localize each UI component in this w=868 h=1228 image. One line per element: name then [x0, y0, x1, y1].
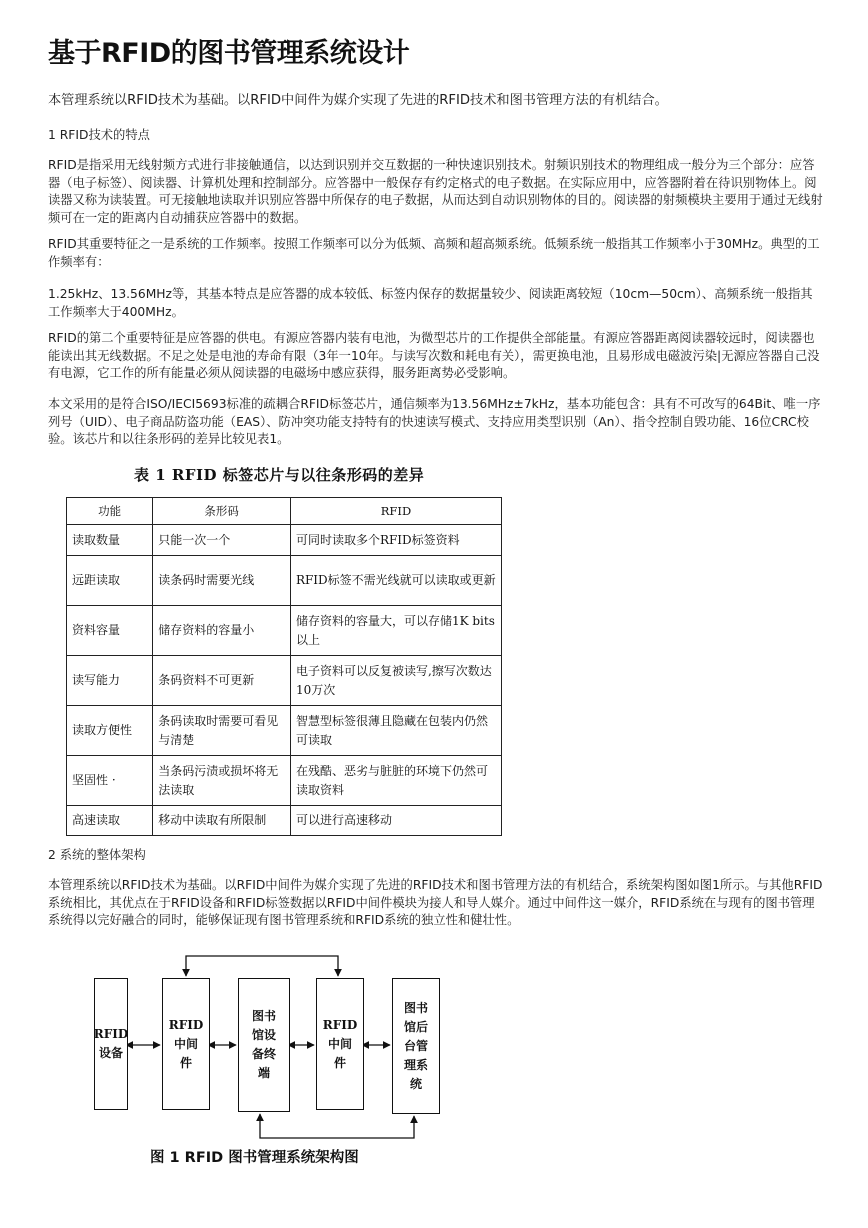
table-row	[67, 756, 502, 806]
table-cell: 高速读取	[67, 806, 153, 836]
section-1-paragraph-1: RFID是指采用无线射频方式进行非接触通信，以达到识别并交互数据的一种快速识别技术。射频识别技术的物理组成一般分为三个部分：应答器（电子标签）、阅读器、计算机处理和控制部分。应答器中一般保存有约定格式的电子数据。在实际应用中，应答器附着在待识别物体上。阅读器又称为读装置。可无接触地读取并识别应答器中所保存的电子数据，从而达到自动识别物体的目的。阅读器的射频模块主要用于通过无线射频可在一定的距离内自动捕获应答器中的数据。	[48, 158, 823, 225]
table-cell: 智慧型标签很薄且隐藏在包装内仍然可读取	[290, 706, 501, 756]
table-cell: 资料容量	[67, 606, 153, 656]
table-cell: 读取方便性	[67, 706, 153, 756]
section-1-paragraph-2: RFID其重要特征之一是系统的工作频率。按照工作频率可以分为低频、高频和超高频系统。低频系统一般指其工作频率小于30MHz。典型的工作频率有：	[48, 237, 820, 269]
table-cell: 移动中读取有所限制	[153, 806, 291, 836]
box-rfid-middleware-2: RFID 中间 件	[316, 978, 364, 1110]
box-library-backend: 图书 馆后 台管 理系 统	[392, 978, 440, 1114]
table-header-cell: 功能	[67, 498, 153, 525]
table-cell: 在残酷、恶劣与脏脏的环境下仍然可读取资料	[290, 756, 501, 806]
section-2-heading: 2 系统的整体架构	[48, 848, 146, 862]
table-row	[67, 556, 502, 606]
table-cell: 电子资料可以反复被读写,擦写次数达 10万次	[290, 656, 501, 706]
box-rfid-device: RFID 设备	[94, 978, 128, 1110]
table-cell: 条码读取时需要可看见与清楚	[153, 706, 291, 756]
table-row	[67, 606, 502, 656]
page-title: 基于RFID的图书管理系统设计	[48, 38, 410, 69]
table-row	[67, 525, 502, 556]
table-cell: 可同时读取多个RFID标签资料	[290, 525, 501, 556]
table-cell: 读取数量	[67, 525, 153, 556]
section-1-paragraph-3: 1.25kHz、13.56MHz等，其基本特点是应答器的成本较低、标签内保存的数据量较少、阅读距离较短（10cm—50cm）、高频系统一般指其工作频率大于400MHz。	[48, 287, 813, 319]
table-header-cell: 条形码	[153, 498, 291, 525]
table-1-caption: 表 1 RFID 标签芯片与以往条形码的差异	[134, 466, 425, 484]
architecture-diagram	[88, 948, 448, 1153]
table-row	[67, 656, 502, 706]
section-1-heading: 1 RFID技术的特点	[48, 128, 150, 142]
table-row	[67, 806, 502, 836]
table-cell: 当条码污渍或损坏将无法读取	[153, 756, 291, 806]
intro-paragraph: 本管理系统以RFID技术为基础。以RFID中间件为媒介实现了先进的RFID技术和图书管理方法的有机结合。	[48, 93, 668, 108]
table-cell: 储存资料的容量大，可以存储1K bits以上	[290, 606, 501, 656]
table-cell: 远距读取	[67, 556, 153, 606]
table-row	[67, 706, 502, 756]
table-cell: 只能一次一个	[153, 525, 291, 556]
table-header-row	[67, 498, 502, 525]
table-cell: 储存资料的容量小	[153, 606, 291, 656]
table-header-cell: RFID	[290, 498, 501, 525]
figure-1-caption: 图 1 RFID 图书管理系统架构图	[150, 1150, 359, 1166]
box-rfid-middleware-1: RFID 中间 件	[162, 978, 210, 1110]
table-cell: 读条码时需要光线	[153, 556, 291, 606]
arrow-top-loop	[186, 956, 338, 976]
table-cell: 坚固性 ·	[67, 756, 153, 806]
table-cell: 读写能力	[67, 656, 153, 706]
table-cell: 可以进行高速移动	[290, 806, 501, 836]
table-cell: 条码资料不可更新	[153, 656, 291, 706]
comparison-table	[66, 497, 502, 836]
section-2-paragraph: 本管理系统以RFID技术为基础。以RFID中间件为媒介实现了先进的RFID技术和图书管理方法的有机结合，系统架构图如图1所示。与其他RFID系统相比，其优点在于RFID设备和RFID标签数据以RFID中间件模块为接人和导人媒介。通过中间件这一媒介，RFID系统在与现有的图书管理系统得以完好融合的同时，能够保证现有图书管理系统和RFID系统的独立性和健壮性。	[48, 878, 823, 928]
box-library-terminal: 图书 馆设 备终 端	[238, 978, 290, 1112]
section-1-paragraph-4: RFID的第二个重要特征是应答器的供电。有源应答器内装有电池，为微型芯片的工作提供全部能量。有源应答器距离阅读器较远时，阅读器也能读出其无线数据。不足之处是电池的寿命有限（3年一10年。与读写次数和耗电有关），需更换电池，且易形成电磁波污染|无源应答器自己没有电源，它工作的所有能量必须从阅读器的电磁场中感应获得，服务距离势必受影响。	[48, 331, 820, 381]
section-1-paragraph-5: 本文采用的是符合ISO/IECI5693标准的疏耦合RFID标签芯片，通信频率为13.56MHz±7kHz，基本功能包含：具有不可改写的64Bit、唯一序列号（UID）、电子商品防盗功能（EAS）、防冲突功能支持特有的快速读写模式、支持应用类型识别（An）、指令控制自毁功能、16位CRC校验。该芯片和以往条形码的差异比较见表1。	[48, 397, 821, 447]
table-cell: RFID标签不需光线就可以读取或更新	[290, 556, 501, 606]
arrow-bottom-loop	[260, 1114, 414, 1138]
